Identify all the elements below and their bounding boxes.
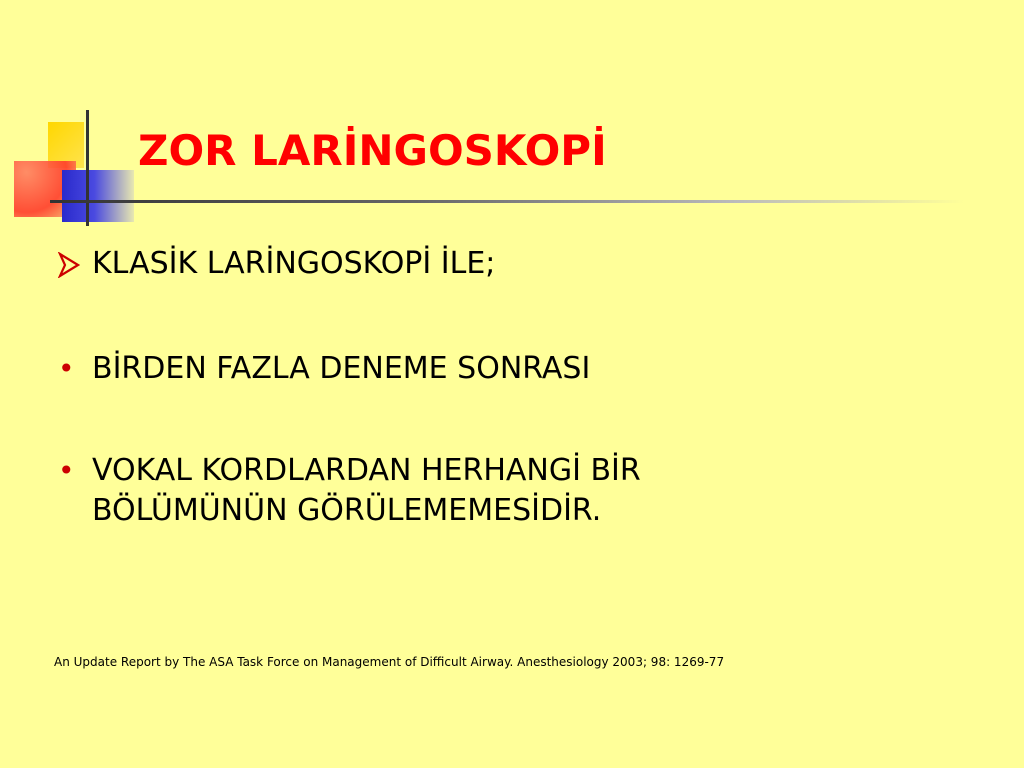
bullet-text: VOKAL KORDLARDAN HERHANGİ BİR BÖLÜMÜNÜN GÖRÜLEMEMESİDİR.	[92, 453, 641, 528]
bullet-item	[58, 244, 958, 284]
title-underline-rule	[50, 200, 964, 203]
vertical-rule	[86, 110, 89, 226]
bullet-dot-icon: •	[58, 454, 75, 487]
bullet-list	[58, 240, 958, 531]
bullet-dot-icon: •	[58, 352, 75, 385]
bullet-text: BİRDEN FAZLA DENEME SONRASI	[92, 351, 591, 386]
bullet-item	[58, 349, 958, 389]
blue-square-decoration	[62, 170, 134, 222]
decorative-logo	[0, 0, 140, 240]
citation-text: An Update Report by The ASA Task Force on Management of Difficult Airway. Anesthesiology 2003; 98: 1269-77	[54, 655, 725, 669]
bullet-text: KLASİK LARİNGOSKOPİ İLE;	[92, 246, 496, 281]
bullet-item	[58, 451, 958, 531]
slide-title: ZOR LARİNGOSKOPİ	[138, 126, 607, 175]
